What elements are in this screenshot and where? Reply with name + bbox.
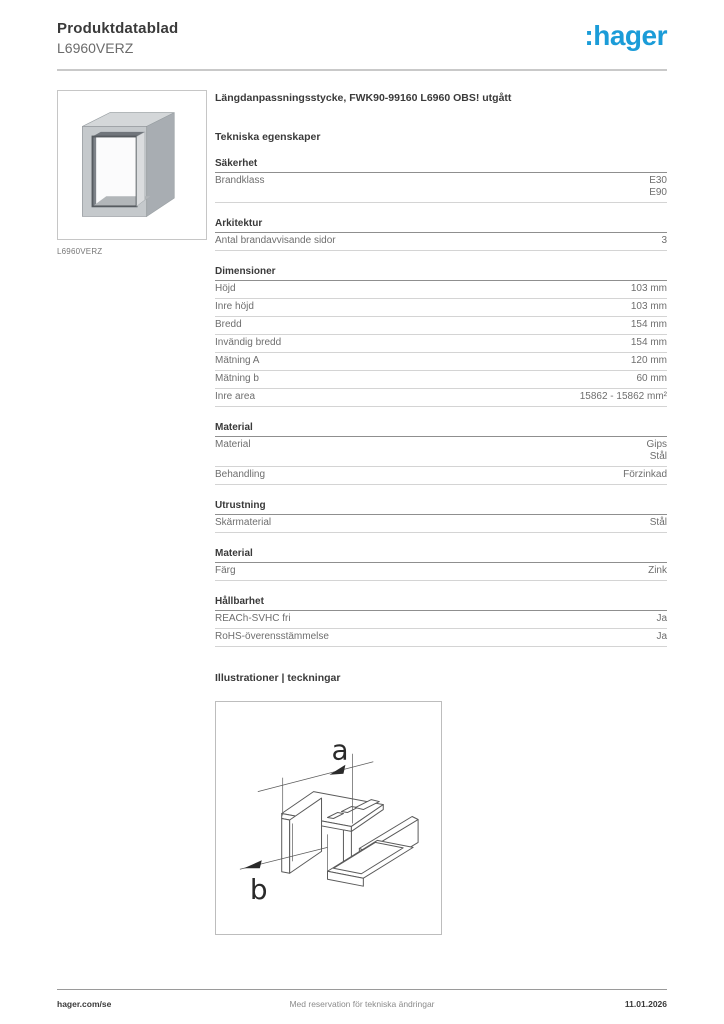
document-title-block xyxy=(57,20,178,56)
spec-section-title: Hållbarhet xyxy=(215,596,667,611)
dimension-arrow-b xyxy=(244,860,262,868)
spec-row xyxy=(215,629,667,647)
spec-value: Ja xyxy=(656,613,667,624)
product-image-caption: L6960VERZ xyxy=(57,247,103,256)
product-image-column xyxy=(57,90,207,935)
spec-section-title: Material xyxy=(215,548,667,563)
footer-row xyxy=(57,999,667,1009)
spec-row xyxy=(215,467,667,485)
spec-section xyxy=(215,266,667,407)
technical-drawing-graphic xyxy=(216,702,441,934)
spec-section xyxy=(215,422,667,485)
spec-row xyxy=(215,317,667,335)
spec-value: Ja xyxy=(656,631,667,642)
dimension-label-a: a xyxy=(331,733,349,767)
spec-section xyxy=(215,596,667,647)
tech-heading: Tekniska egenskaper xyxy=(215,131,321,143)
spec-label: Färg xyxy=(215,565,236,576)
spec-label: Mätning b xyxy=(215,373,259,384)
product-code: L6960VERZ xyxy=(57,40,134,56)
spec-value: 3 xyxy=(661,235,667,246)
spec-label: Material xyxy=(215,439,251,450)
spec-section xyxy=(215,158,667,203)
spec-label: Inre höjd xyxy=(215,301,254,312)
spec-label: REACh-SVHC fri xyxy=(215,613,291,624)
spec-label: Skärmaterial xyxy=(215,517,272,528)
spec-section xyxy=(215,218,667,251)
page-header xyxy=(57,20,667,56)
tech-sections xyxy=(215,158,667,647)
spec-value: Gips Stål xyxy=(646,439,667,462)
product-image xyxy=(57,90,207,240)
spec-row xyxy=(215,281,667,299)
spec-row xyxy=(215,173,667,203)
spec-row xyxy=(215,299,667,317)
spec-value: 103 mm xyxy=(630,301,667,312)
spec-value: 60 mm xyxy=(636,373,667,384)
product-title: Längdanpassningsstycke, FWK90-99160 L6960 OBS! utgått xyxy=(215,92,512,104)
spec-section-title: Säkerhet xyxy=(215,158,667,173)
spec-label: Invändig bredd xyxy=(215,337,282,348)
spec-label: Bredd xyxy=(215,319,242,330)
spec-label: Höjd xyxy=(215,283,236,294)
product-photo-graphic xyxy=(64,97,200,233)
spec-row xyxy=(215,353,667,371)
footer-date: 11.01.2026 xyxy=(624,999,667,1009)
spec-row xyxy=(215,389,667,407)
spec-section xyxy=(215,548,667,581)
footer-website: hager.com/se xyxy=(57,999,112,1009)
spec-section-title: Dimensioner xyxy=(215,266,667,281)
hager-logo: :hager xyxy=(584,20,667,51)
illustration-drawing xyxy=(215,701,442,935)
dimension-label-b: b xyxy=(249,873,268,907)
spec-section xyxy=(215,500,667,533)
spec-row xyxy=(215,371,667,389)
header-divider xyxy=(57,69,667,71)
spec-value: 15862 - 15862 mm² xyxy=(579,391,667,402)
spec-value: 120 mm xyxy=(630,355,667,366)
spec-label: Behandling xyxy=(215,469,266,480)
spec-row xyxy=(215,335,667,353)
doc-type-title: Produktdatablad xyxy=(57,20,179,37)
spec-row xyxy=(215,563,667,581)
spec-value: Zink xyxy=(648,565,667,576)
spec-section-title: Utrustning xyxy=(215,500,667,515)
illustrations-heading: Illustrationer | teckningar xyxy=(215,672,341,684)
page-footer xyxy=(57,989,667,1009)
spec-section-title: Material xyxy=(215,422,667,437)
spec-label: Antal brandavvisande sidor xyxy=(215,235,336,246)
spec-label: Mätning A xyxy=(215,355,260,366)
spec-row xyxy=(215,611,667,629)
spec-label: RoHS-överensstämmelse xyxy=(215,631,329,642)
spec-value: Stål xyxy=(649,517,667,528)
spec-column xyxy=(215,90,667,935)
spec-row xyxy=(215,233,667,251)
content-area xyxy=(57,90,667,935)
spec-value: 103 mm xyxy=(630,283,667,294)
spec-label: Inre area xyxy=(215,391,256,402)
footer-divider xyxy=(57,989,667,990)
spec-value: 154 mm xyxy=(630,337,667,348)
spec-row xyxy=(215,437,667,467)
spec-value: E30 E90 xyxy=(649,175,667,198)
spec-value: Förzinkad xyxy=(623,469,667,480)
spec-value: 154 mm xyxy=(630,319,667,330)
spec-row xyxy=(215,515,667,533)
spec-label: Brandklass xyxy=(215,175,265,186)
footer-disclaimer: Med reservation för tekniska ändringar xyxy=(289,999,435,1009)
spec-section-title: Arkitektur xyxy=(215,218,667,233)
